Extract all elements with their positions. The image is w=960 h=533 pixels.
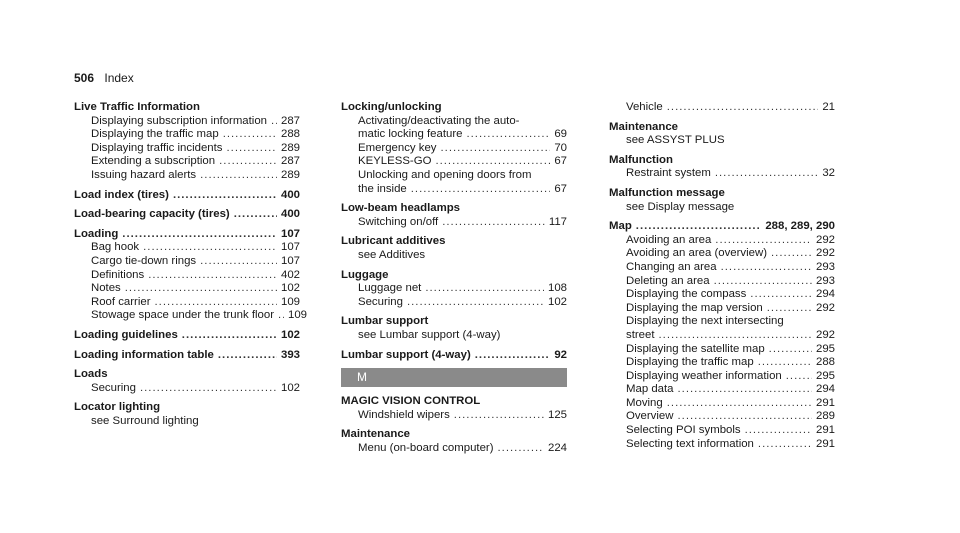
leader-dots <box>771 247 812 261</box>
sub-entry <box>609 329 835 343</box>
sub-entry-text: Selecting text information <box>626 437 754 450</box>
leader-dots <box>407 296 544 310</box>
sub-entry <box>74 255 300 269</box>
sub-entry-text: Extending a subscription <box>91 155 216 168</box>
page-ref: 224 <box>547 441 567 454</box>
index-entry <box>74 349 300 363</box>
entry-heading: Maintenance <box>609 120 678 133</box>
page-ref: 393 <box>280 348 300 361</box>
entry-heading: Lubricant additives <box>341 235 446 248</box>
leader-dots <box>411 183 551 197</box>
sub-entry <box>609 438 835 452</box>
sub-entry-text: Stowage space under the trunk floor <box>91 309 274 322</box>
leader-dots <box>454 409 544 423</box>
sub-entry <box>341 183 567 197</box>
leader-dots <box>200 255 277 269</box>
leader-dots <box>659 329 812 343</box>
leader-dots <box>750 288 812 302</box>
sub-entry <box>74 155 300 169</box>
leader-dots <box>714 275 812 289</box>
sub-entry-text: Displaying the map version <box>626 301 763 314</box>
page-ref: 117 <box>548 215 567 228</box>
entry-heading <box>74 228 300 242</box>
page-ref: 288, 289, 290 <box>765 220 835 233</box>
leader-dots <box>758 438 812 452</box>
sub-entry <box>74 169 300 183</box>
leader-dots <box>271 115 277 129</box>
leader-dots <box>173 189 277 203</box>
sub-entry <box>609 356 835 370</box>
sub-entry-text: Windshield wipers <box>358 408 450 421</box>
leader-dots <box>715 234 812 248</box>
sub-entry-text: Emergency key <box>358 141 437 154</box>
sub-entry: see Display message <box>626 200 735 213</box>
index-entry <box>341 428 567 455</box>
sub-entry-text: Notes <box>91 282 121 295</box>
page-ref: 287 <box>281 114 301 127</box>
sub-entry-text: Avoiding an area <box>626 233 712 246</box>
index-entry <box>341 349 567 363</box>
entry-heading: Luggage <box>341 268 389 281</box>
leader-dots <box>140 382 277 396</box>
entry-heading: Lumbar support <box>341 315 429 328</box>
index-entry <box>74 208 300 222</box>
page-ref: 295 <box>815 342 835 355</box>
sub-entry-text: street <box>626 328 655 341</box>
leader-dots <box>441 142 551 156</box>
sub-entry <box>341 142 567 156</box>
sub-entry <box>609 397 835 411</box>
sub-entry <box>609 247 835 261</box>
index-entry <box>74 189 300 203</box>
entry-heading <box>74 329 300 343</box>
entry-heading <box>74 349 300 363</box>
leader-dots <box>442 216 545 230</box>
page-ref: 291 <box>815 424 835 437</box>
sub-entry-text: the inside <box>358 182 407 195</box>
index-entry <box>74 101 300 183</box>
index-entry <box>609 154 835 181</box>
leader-dots <box>758 356 812 370</box>
page-ref: 107 <box>280 227 300 240</box>
entry-heading-text: Load index (tires) <box>74 188 169 201</box>
sub-entry <box>74 382 300 396</box>
entry-heading: Malfunction <box>609 153 673 166</box>
page-ref: 108 <box>547 282 567 295</box>
page-ref: 67 <box>554 155 567 168</box>
sub-entry-text: Moving <box>626 396 663 409</box>
page-ref: 289 <box>815 410 835 423</box>
sub-entry <box>609 424 835 438</box>
index-column-3 <box>609 101 835 457</box>
sub-entry <box>341 296 567 310</box>
page-ref: 400 <box>280 208 300 221</box>
entry-heading: Locator lighting <box>74 401 161 414</box>
sub-entry <box>341 216 567 230</box>
sub-entry-text: Bag hook <box>91 241 140 254</box>
page-ref: 107 <box>280 254 300 267</box>
sub-entry-text: Displaying the satellite map <box>626 342 765 355</box>
index-entry <box>341 269 567 310</box>
sub-entry-text: Deleting an area <box>626 274 710 287</box>
sub-entry: see Additives <box>358 248 426 261</box>
sub-entry: see ASSYST PLUS <box>626 134 725 147</box>
entry-heading: Loads <box>74 368 108 381</box>
entry-heading-text: Loading guidelines <box>74 328 178 341</box>
leader-dots <box>435 155 550 169</box>
leader-dots <box>122 228 277 242</box>
page-ref: 107 <box>280 241 300 254</box>
entry-heading: MAGIC VISION CONTROL <box>341 395 481 408</box>
sub-entry <box>341 409 567 423</box>
leader-dots <box>155 296 277 310</box>
sub-entry <box>74 128 300 142</box>
sub-entry <box>74 309 308 323</box>
entry-heading-text: Map <box>609 220 632 233</box>
sub-entry-text: Selecting POI symbols <box>626 424 741 437</box>
page-ref: 289 <box>280 168 300 181</box>
page-ref: 109 <box>280 295 300 308</box>
sub-entry <box>609 167 835 181</box>
sub-entry <box>609 288 835 302</box>
sub-entry-text: Securing <box>91 381 136 394</box>
page-ref: 32 <box>822 167 835 180</box>
page-ref: 292 <box>815 301 835 314</box>
leader-dots <box>200 169 277 183</box>
leader-dots <box>226 142 277 156</box>
page-ref: 291 <box>815 437 835 450</box>
sub-entry-text: Displaying the traffic map <box>626 356 754 369</box>
entry-heading-text: Loading <box>74 227 119 240</box>
page-ref: 102 <box>280 282 300 295</box>
page-ref: 102 <box>547 295 567 308</box>
sub-entry: Unlocking and opening doors from <box>358 168 532 181</box>
leader-dots <box>715 167 819 181</box>
sub-entry-text: Menu (on-board computer) <box>358 441 494 454</box>
sub-entry-text: Vehicle <box>626 101 663 113</box>
sub-entry-text: Displaying weather information <box>626 369 782 382</box>
page-ref: 109 <box>288 309 308 322</box>
leader-dots <box>667 397 812 411</box>
leader-dots <box>667 101 819 115</box>
leader-dots <box>745 424 812 438</box>
leader-dots <box>677 410 812 424</box>
sub-entry-text: Avoiding an area (overview) <box>626 247 767 260</box>
leader-dots <box>234 208 277 222</box>
page-ref: 92 <box>554 348 567 361</box>
page-ref: 295 <box>815 369 835 382</box>
sub-entry-text: Displaying traffic incidents <box>91 141 223 154</box>
page-ref: 102 <box>280 381 300 394</box>
sub-entry-text: Displaying subscription information <box>91 114 268 127</box>
sub-entry-text: Restraint system <box>626 167 711 180</box>
index-column-2 <box>341 101 567 461</box>
sub-entry: see Surround lighting <box>91 414 199 427</box>
page-ref: 400 <box>280 188 300 201</box>
sub-entry <box>609 101 835 115</box>
sub-entry-text: Displaying the compass <box>626 288 747 301</box>
entry-heading: Maintenance <box>341 428 410 441</box>
entry-heading-text: Load-bearing capacity (tires) <box>74 208 230 221</box>
page-header <box>74 71 134 85</box>
index-entry <box>74 329 300 343</box>
leader-dots <box>425 282 544 296</box>
index-column-1 <box>74 101 308 434</box>
page-ref: 294 <box>815 288 835 301</box>
index-entry <box>341 395 567 422</box>
entry-heading <box>609 220 835 234</box>
leader-dots <box>475 349 551 363</box>
leader-dots <box>143 241 277 255</box>
leader-dots <box>636 220 762 234</box>
sub-entry <box>341 128 567 142</box>
leader-dots <box>182 329 277 343</box>
page-ref: 291 <box>815 396 835 409</box>
sub-entry <box>74 269 300 283</box>
entry-heading <box>74 189 300 203</box>
leader-dots <box>223 128 277 142</box>
sub-entry-text: Overview <box>626 410 674 423</box>
letter-heading: M <box>341 368 567 387</box>
sub-entry-text: matic locking feature <box>358 128 463 141</box>
sub-entry-text: Securing <box>358 295 403 308</box>
entry-heading: Malfunction message <box>609 186 725 199</box>
page-ref: 402 <box>280 268 300 281</box>
sub-entry-text: Cargo tie-down rings <box>91 254 197 267</box>
sub-entry-text: KEYLESS-GO <box>358 155 432 168</box>
page-ref: 292 <box>815 247 835 260</box>
sub-entry <box>74 282 300 296</box>
index-entry <box>341 315 567 342</box>
leader-dots <box>786 370 812 384</box>
sub-entry <box>609 234 835 248</box>
page-ref: 292 <box>815 328 835 341</box>
page-ref: 293 <box>815 260 835 273</box>
entry-heading-text: Loading information table <box>74 348 214 361</box>
sub-entry <box>609 410 835 424</box>
page-ref: 70 <box>554 141 567 154</box>
page-ref: 293 <box>815 274 835 287</box>
leader-dots <box>278 309 284 323</box>
index-entry <box>341 235 567 262</box>
page-ref: 69 <box>554 128 567 141</box>
sub-entry <box>74 296 300 310</box>
page-ref: 125 <box>547 408 567 421</box>
entry-heading: Low-beam headlamps <box>341 202 460 215</box>
leader-dots <box>148 269 277 283</box>
page-ref: 287 <box>280 155 300 168</box>
page-ref: 288 <box>280 128 300 141</box>
leader-dots <box>721 261 812 275</box>
leader-dots <box>218 349 277 363</box>
index-entry <box>341 101 567 196</box>
sub-entry: Activating/deactivating the auto- <box>358 114 520 127</box>
sub-entry <box>609 261 835 275</box>
sub-entry-text: Displaying the traffic map <box>91 128 219 141</box>
leader-dots <box>767 302 812 316</box>
sub-entry-text: Issuing hazard alerts <box>91 168 197 181</box>
page-title: Index <box>104 71 134 85</box>
index-entry <box>74 401 300 428</box>
sub-entry-text: Roof carrier <box>91 295 151 308</box>
index-entry <box>609 101 835 115</box>
sub-entry <box>74 241 300 255</box>
page-ref: 288 <box>815 356 835 369</box>
entry-heading: Live Traffic Information <box>74 101 200 113</box>
index-entry <box>609 220 835 451</box>
sub-entry <box>74 142 300 156</box>
sub-entry <box>609 275 835 289</box>
sub-entry-text: Changing an area <box>626 260 717 273</box>
sub-entry-text: Switching on/off <box>358 215 439 228</box>
sub-entry-text: Map data <box>626 383 674 396</box>
index-entry <box>609 121 835 148</box>
leader-dots <box>125 282 277 296</box>
sub-entry <box>341 442 567 456</box>
index-entry <box>74 227 308 323</box>
leader-dots <box>498 442 544 456</box>
index-entry <box>74 368 300 395</box>
sub-entry: see Lumbar support (4-way) <box>358 328 501 341</box>
page-ref: 67 <box>554 182 567 195</box>
page-ref: 289 <box>280 141 300 154</box>
leader-dots <box>466 128 550 142</box>
entry-heading-text: Lumbar support (4-way) <box>341 348 471 361</box>
sub-entry <box>609 370 835 384</box>
page-number: 506 <box>74 71 95 85</box>
sub-entry <box>74 115 300 129</box>
sub-entry <box>609 302 835 316</box>
sub-entry <box>609 343 835 357</box>
leader-dots <box>678 383 812 397</box>
leader-dots <box>769 343 812 357</box>
entry-heading <box>341 349 567 363</box>
sub-entry-text: Definitions <box>91 268 145 281</box>
sub-entry <box>341 155 567 169</box>
index-entry <box>341 202 567 229</box>
page-ref: 102 <box>280 328 300 341</box>
sub-entry <box>609 383 835 397</box>
page-ref: 292 <box>815 233 835 246</box>
entry-heading: Locking/unlocking <box>341 101 442 113</box>
page-ref: 294 <box>815 383 835 396</box>
sub-entry: Displaying the next intersecting <box>626 315 784 328</box>
page-ref: 21 <box>822 101 835 113</box>
entry-heading <box>74 208 300 222</box>
sub-entry <box>341 282 567 296</box>
sub-entry-text: Luggage net <box>358 282 422 295</box>
leader-dots <box>219 155 277 169</box>
index-entry <box>609 187 835 214</box>
